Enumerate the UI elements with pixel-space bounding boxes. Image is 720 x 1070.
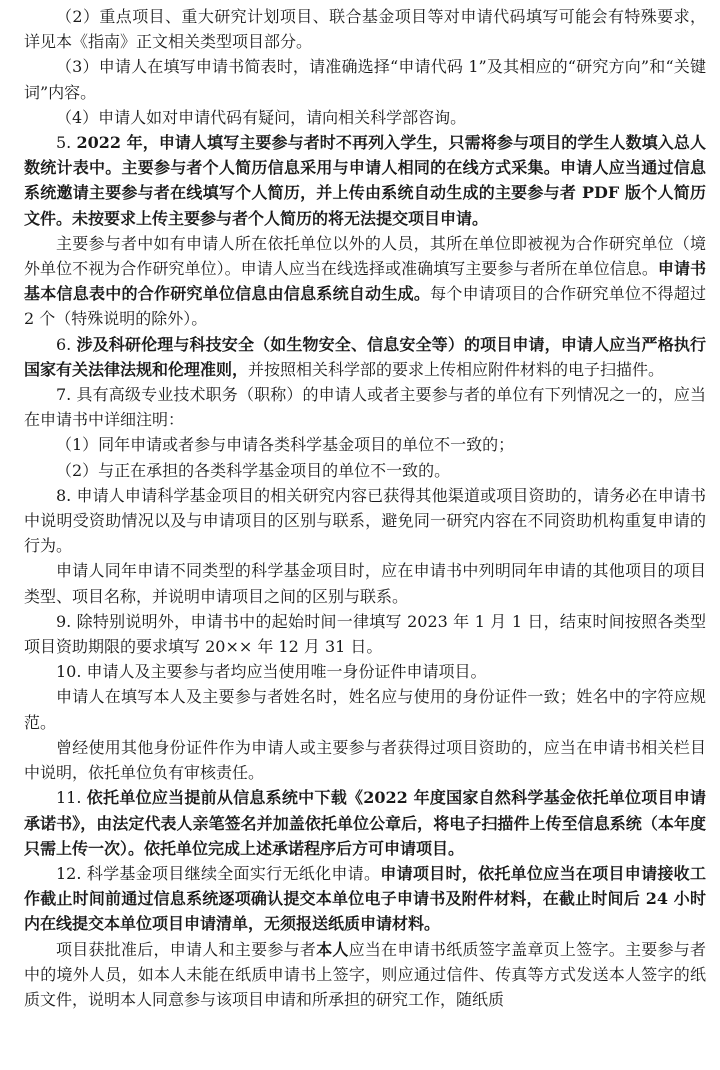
paragraph [24,609,706,659]
paragraph [24,105,706,130]
text-run: 6. [56,334,77,354]
text-run: 并按照相关科学部的要求上传相应附件材料的电子扫描件。 [248,359,665,379]
text-run: 10. 申请人及主要参与者均应当使用唯一身份证件申请项目。 [56,662,487,682]
text-run: （1）同年申请或者参与申请各类科学基金项目的单位不一致的； [56,435,515,455]
paragraph [24,785,706,861]
bold-text-run: 本人 [316,939,349,959]
paragraph [24,130,706,231]
paragraph [24,231,706,332]
text-run: （2）与正在承担的各类科学基金项目的单位不一致的。 [56,460,451,480]
text-run: 8. 申请人申请科学基金项目的相关研究内容已获得其他渠道或项目资助的，请务必在申请书中说明受资助情况以及与申请项目的区别与联系，避免同一研究内容在不同资助机构重复申请的行为。 [24,485,706,556]
paragraph [24,432,706,457]
paragraph [24,332,706,382]
paragraph [24,54,706,104]
paragraph [24,382,706,432]
paragraph [24,684,706,734]
text-run: 申请人同年申请不同类型的科学基金项目时，应在申请书中列明同年申请的其他项目的项目类型、项目名称，并说明申请项目之间的区别与联系。 [24,561,706,606]
text-run: 每个申请项目的合作研究单位不得超过 2 个（特殊说明的除外）。 [24,284,706,329]
text-run: 11. [56,788,87,808]
text-run: （3）申请人在填写申请书简表时，请准确选择“申请代码 1”及其相应的“研究方向”和“关键词”内容。 [24,57,706,102]
text-run: 曾经使用其他身份证件作为申请人或主要参与者获得过项目资助的，应当在申请书相关栏目中说明，依托单位负有审核责任。 [24,737,706,783]
bold-text-run: 涉及科研伦理与科技安全（如生物安全、信息安全等）的项目申请，申请人应当严格执行国家有关法律法规和伦理准则， [24,334,706,379]
paragraph [24,735,706,785]
text-run: （4）申请人如对申请代码有疑问，请向相关科学部咨询。 [56,107,467,127]
paragraph [24,937,706,1013]
paragraph [24,558,706,608]
text-run: 项目获批准后，申请人和主要参与者 [56,939,317,959]
bold-text-run: 依托单位应当提前从信息系统中下载《2022 年度国家自然科学基金依托单位项目申请承诺书》，由法定代表人亲笔签名并加盖依托单位公章后，将电子扫描件上传至信息系统（本年度只需上传一次）。依托单位完成上述承诺程序后方可申请项目。 [24,788,706,858]
paragraph [24,4,706,54]
text-run: 12. 科学基金项目继续全面实行无纸化申请。 [56,863,381,883]
paragraph [24,458,706,483]
paragraph [24,659,706,684]
text-run: （2）重点项目、重大研究计划项目、联合基金项目等对申请代码填写可能会有特殊要求，详见本《指南》正文相关类型项目部分。 [24,7,706,52]
text-run: 申请人在填写本人及主要参与者姓名时，姓名应与使用的身份证件一致；姓名中的字符应规范。 [24,687,706,732]
paragraph [24,483,706,559]
bold-text-run: 2022 年，申请人填写主要参与者时不再列入学生，只需将参与项目的学生人数填入总人数统计表中。主要参与者个人简历信息采用与申请人相同的在线方式采集。申请人应当通过信息系统邀请主要参与者在线填写个人简历，并上传由系统自动生成的主要参与者 PDF 版个人简历文件。未按要求上传主要参与者个人简历的将无法提交项目申请。 [24,133,706,228]
paragraph [24,861,706,937]
text-run: 应当在申请书纸质签字盖章页上签字。主要参与者中的境外人员，如本人未能在纸质申请书上签字，则应通过信件、传真等方式发送本人签字的纸质文件，说明本人同意参与该项目申请和所承担的研究工作，随纸质 [24,939,706,1009]
text-run: 9. 除特别说明外，申请书中的起始时间一律填写 2023 年 1 月 1 日，结束时间按照各类型项目资助期限的要求填写 20×× 年 12 月 31 日。 [24,611,706,657]
bold-text-run: 申请书基本信息表中的合作研究单位信息由信息系统自动生成。 [24,259,706,304]
text-run: 5. [56,133,77,153]
text-run: 主要参与者中如有申请人所在依托单位以外的人员，其所在单位即被视为合作研究单位（境外单位不视为合作研究单位）。申请人应当在线选择或准确填写主要参与者所在单位信息。 [24,233,706,279]
bold-text-run: 申请项目时，依托单位应当在项目申请接收工作截止时间前通过信息系统逐项确认提交本单位电子申请书及附件材料，在截止时间后 24 小时内在线提交本单位项目申请清单，无须报送纸质申请材料。 [24,863,706,934]
text-run: 7. 具有高级专业技术职务（职称）的申请人或者主要参与者的单位有下列情况之一的，应当在申请书中详细注明： [24,385,706,430]
